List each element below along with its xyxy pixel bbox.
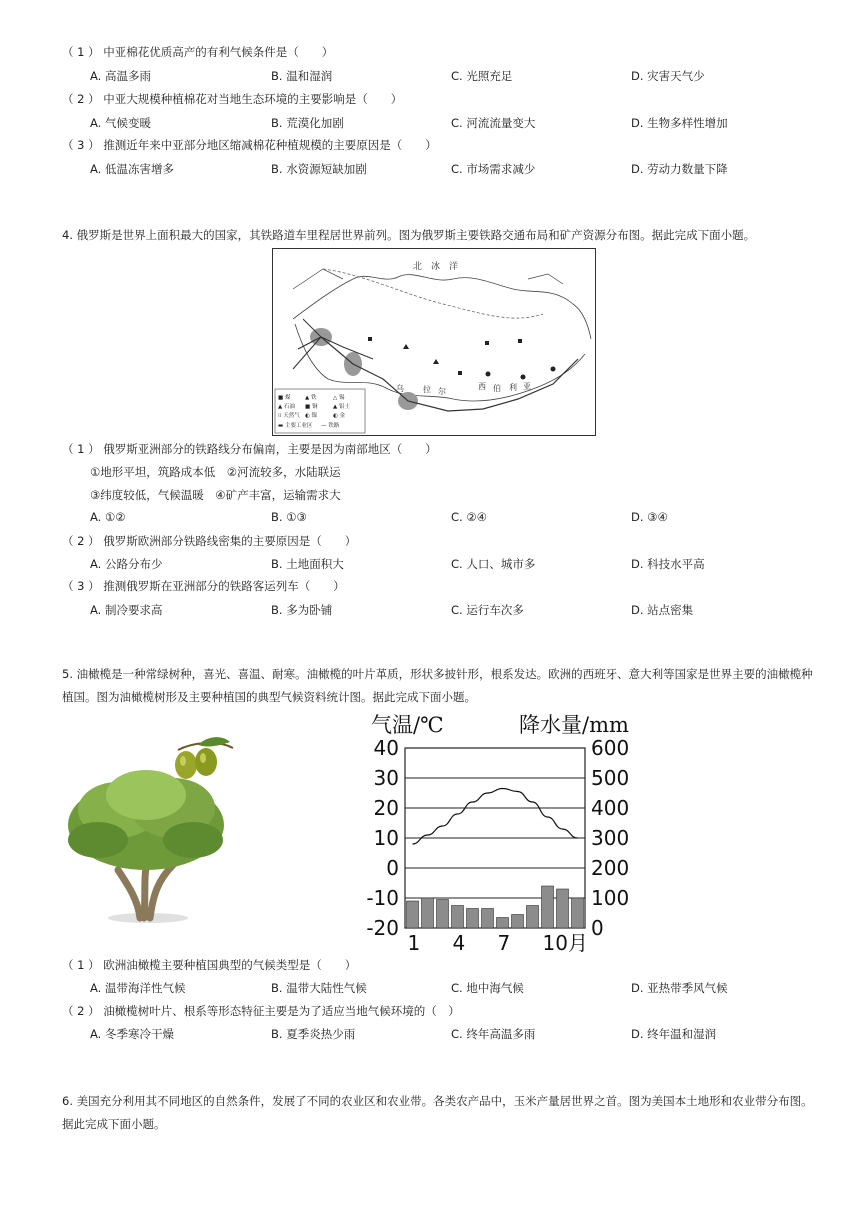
precipitation-bar: [407, 901, 419, 928]
russia-railway-map: [272, 248, 596, 436]
precipitation-bar: [422, 898, 434, 928]
precipitation-bar: [437, 900, 449, 929]
temperature-tick-label: 30: [373, 766, 399, 790]
option-b[interactable]: B. 多为卧铺: [271, 603, 333, 617]
question-stem: （ 1 ） 中亚棉花优质高产的有利气候条件是（ ）: [62, 45, 334, 59]
option-d[interactable]: D. 站点密集: [631, 603, 694, 617]
option-a[interactable]: A. 制冷要求高: [90, 603, 163, 617]
olive-fruit-icon: [175, 737, 233, 779]
temperature-tick-label: -20: [366, 916, 399, 940]
temperature-tick-label: 0: [386, 856, 399, 880]
place-label: 尔: [438, 387, 446, 396]
option-d[interactable]: D. 劳动力数量下降: [631, 162, 728, 176]
statement-line: ③纬度较低，气候温暖 ④矿产丰富，运输需求大: [90, 488, 341, 502]
statement-line: ①地形平坦，筑路成本低 ②河流较多，水陆联运: [90, 465, 341, 479]
option-b[interactable]: B. ①③: [271, 510, 307, 524]
legend-item: — 铁路: [321, 423, 340, 429]
option-d[interactable]: D. 生物多样性增加: [631, 116, 728, 130]
question-4-intro: 4. 俄罗斯是世界上面积最大的国家，其铁路道车里程居世界前列。图为俄罗斯主要铁路交通布局和矿产资源分布图。据此完成下面小题。: [62, 228, 756, 242]
option-c[interactable]: C. 河流流量变大: [451, 116, 536, 130]
question-5-intro: 5. 油橄榄是一种常绿树种，喜光、喜温、耐寒。油橄榄的叶片革质，形状多披针形，根系发达。欧洲的西班牙、意大利等国家是世界主要的油橄榄种植国。图为油橄榄树形及主要种植国的典型气候资料统计图。据此完成下面小题。: [62, 667, 813, 704]
option-a[interactable]: A. 冬季寒冷干燥: [90, 1027, 174, 1041]
precipitation-bar: [557, 889, 569, 928]
month-tick-label: 4: [452, 931, 466, 955]
month-tick-label: 10月: [542, 931, 588, 955]
option-b[interactable]: B. 夏季炎热少雨: [271, 1027, 356, 1041]
place-label: 伯: [493, 384, 501, 393]
precipitation-tick-label: 600: [591, 736, 630, 760]
temperature-axis-title: 气温/℃: [371, 713, 444, 737]
question-6-intro: 6. 美国充分利用其不同地区的自然条件，发展了不同的农业区和农业带。各类农产品中，玉米产量居世界之首。图为美国本土地形和农业带分布图。据此完成下面小题。: [62, 1094, 813, 1131]
option-a[interactable]: A. 高温多雨: [90, 69, 151, 83]
olive-tree-illustration: [58, 730, 238, 930]
precipitation-bar: [512, 915, 524, 929]
precipitation-tick-label: 100: [591, 886, 630, 910]
place-label: 西: [478, 382, 486, 391]
option-d[interactable]: D. 终年温和湿润: [631, 1027, 717, 1041]
option-a[interactable]: A. 低温冻害增多: [90, 162, 174, 176]
climate-chart: [365, 710, 635, 960]
legend-item: △ 锡: [333, 395, 345, 401]
temperature-tick-label: 40: [373, 736, 399, 760]
option-c[interactable]: C. 人口、城市多: [451, 557, 536, 571]
question-stem: （ 2 ） 中亚大规模种植棉花对当地生态环境的主要影响是（ ）: [62, 92, 403, 106]
option-c[interactable]: C. ②④: [451, 510, 487, 524]
precipitation-bar: [542, 886, 554, 928]
precipitation-axis-title: 降水量/mm: [519, 713, 629, 737]
question-stem: （ 2 ） 油橄榄树叶片、根系等形态特征主要是为了适应当地气候环境的（ ）: [62, 1004, 460, 1018]
precipitation-tick-label: 300: [591, 826, 630, 850]
precipitation-tick-label: 400: [591, 796, 630, 820]
option-b[interactable]: B. 土地面积大: [271, 557, 344, 571]
option-d[interactable]: D. ③④: [631, 510, 668, 524]
option-c[interactable]: C. 终年高温多雨: [451, 1027, 536, 1041]
option-c[interactable]: C. 光照充足: [451, 69, 513, 83]
place-label: 亚: [523, 382, 531, 391]
option-a[interactable]: A. ①②: [90, 510, 126, 524]
option-c[interactable]: C. 地中海气候: [451, 981, 524, 995]
legend-item: ▲ 石油: [278, 404, 295, 410]
precipitation-bar: [482, 909, 494, 929]
legend-item: ◐ 镍: [305, 413, 318, 419]
tree-icon: [68, 770, 224, 923]
question-stem: （ 3 ） 推测近年来中亚部分地区缩减棉花种植规模的主要原因是（ ）: [62, 138, 437, 152]
option-b[interactable]: B. 温带大陆性气候: [271, 981, 367, 995]
option-b[interactable]: B. 水资源短缺加剧: [271, 162, 367, 176]
temperature-tick-label: -10: [366, 886, 399, 910]
legend-item: ▲ 铁: [305, 395, 317, 401]
precipitation-tick-label: 0: [591, 916, 604, 940]
option-c[interactable]: C. 市场需求减少: [451, 162, 536, 176]
option-a[interactable]: A. 公路分布少: [90, 557, 163, 571]
temperature-tick-label: 10: [373, 826, 399, 850]
question-stem: （ 3 ） 推测俄罗斯在亚洲部分的铁路客运列车（ ）: [62, 579, 345, 593]
place-label: 乌: [396, 384, 404, 393]
temperature-tick-label: 20: [373, 796, 399, 820]
month-tick-label: 1: [407, 931, 421, 955]
question-stem: （ 1 ） 俄罗斯亚洲部分的铁路线分布偏南，主要是因为南部地区（ ）: [62, 442, 437, 456]
precipitation-bar: [527, 906, 539, 929]
place-label: 利: [509, 383, 517, 392]
sea-label: 北 冰 洋: [413, 262, 459, 272]
option-b[interactable]: B. 温和湿润: [271, 69, 333, 83]
legend-item: ■ 煤: [278, 395, 291, 401]
legend-item: ▬ 主要工业区: [278, 423, 313, 429]
temperature-line: [413, 789, 578, 845]
option-a[interactable]: A. 气候变暖: [90, 116, 151, 130]
option-d[interactable]: D. 亚热带季风气候: [631, 981, 728, 995]
legend-item: ▲ 铝土: [333, 404, 350, 410]
precipitation-tick-label: 500: [591, 766, 630, 790]
precipitation-bar: [497, 918, 509, 929]
legend-item: ◐ 金: [333, 413, 346, 419]
precipitation-tick-label: 200: [591, 856, 630, 880]
question-stem: （ 1 ） 欧洲油橄榄主要种植国典型的气候类型是（ ）: [62, 958, 357, 972]
option-d[interactable]: D. 灾害天气少: [631, 69, 705, 83]
precipitation-bar: [467, 909, 479, 929]
question-stem: （ 2 ） 俄罗斯欧洲部分铁路线密集的主要原因是（ ）: [62, 534, 357, 548]
legend-item: ⁞⁞ 天然气: [278, 413, 300, 419]
option-c[interactable]: C. 运行车次多: [451, 603, 524, 617]
option-b[interactable]: B. 荒漠化加剧: [271, 116, 344, 130]
russia-map-svg: [273, 249, 595, 435]
legend-item: ■ 铜: [305, 404, 318, 410]
place-label: 拉: [423, 385, 431, 394]
month-tick-label: 7: [497, 931, 511, 955]
precipitation-bar: [452, 906, 464, 929]
option-a[interactable]: A. 温带海洋性气候: [90, 981, 186, 995]
precipitation-bar: [572, 898, 584, 928]
option-d[interactable]: D. 科技水平高: [631, 557, 705, 571]
